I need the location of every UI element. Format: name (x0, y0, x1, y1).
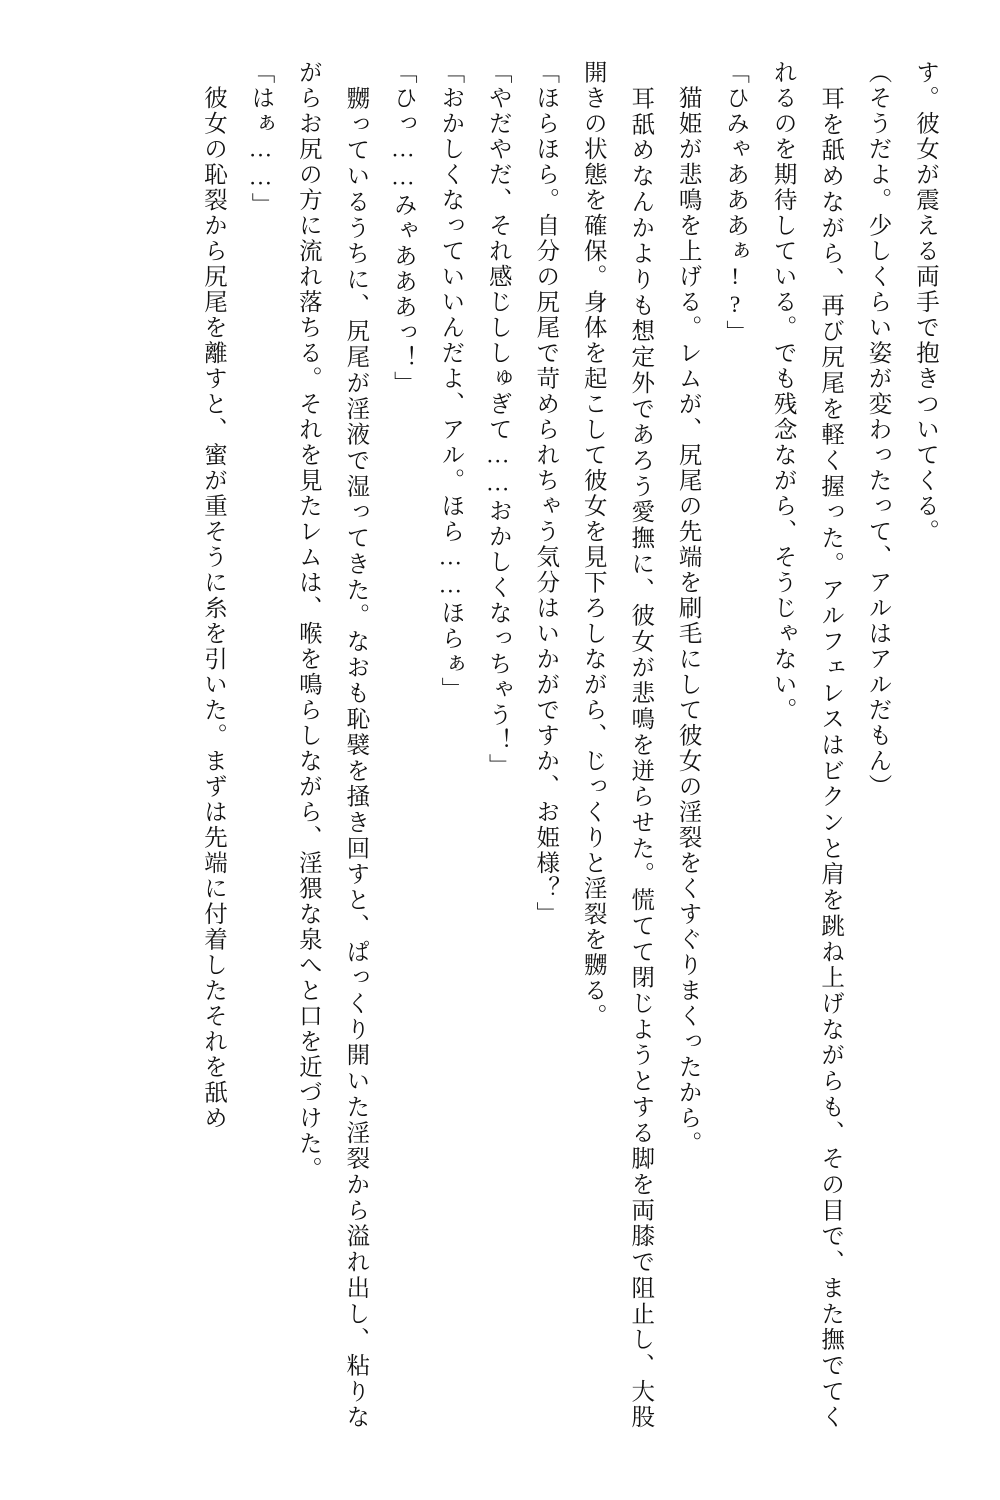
paragraph: 猫姫が悲鳴を上げる。レムが、尻尾の先端を刷毛にして彼女の淫裂をくすぐりまくったから。 (674, 60, 701, 1157)
paragraph: 「ほらほら。自分の尻尾で苛められちゃう気分はいかがですか、お姫様？」 (532, 60, 559, 927)
paragraph: す。彼女が震える両手で抱きついてくる。 (912, 60, 938, 545)
paragraph: 「やだやだ、それ感じししゅぎて……おかしくなっちゃう！」 (484, 60, 511, 779)
paragraph: 「ひみゃあああぁ!?」 (722, 60, 749, 346)
paragraph: 彼女の恥裂から尻尾を離すと、蜜が重そうに糸を引いた。まずは先端に付着したそれを舐め (199, 60, 226, 1131)
paragraph: （そうだよ。少しくらい姿が変わったって、アルはアルだもん） (864, 60, 891, 800)
paragraph: 「おかしくなっていいんだよ、アル。ほら……ほらぁ」 (437, 60, 464, 703)
paragraph: 「ひっ……みゃあああっ！」 (389, 60, 416, 397)
vertical-text-body (52, 60, 948, 1430)
paragraph: 耳舐めなんかよりも想定外であろう愛撫に、彼女が悲鳴を迸らせた。慌てて閉じようとする脚を両膝で阻止し、大股開きの状態を確保。身体を起こして彼女を見下ろしながら、じっくりと淫裂を嬲る。 (579, 60, 654, 1430)
paragraph: 「はぁ……」 (247, 60, 274, 218)
paragraph: 嬲っているうちに、尻尾が淫液で湿ってきた。なおも恥襞を掻き回すと、ぱっくり開いた淫裂から溢れ出し、粘りながらお尻の方に流れ落ちる。それを見たレムは、喉を鳴らしながら、淫猥な泉へと口を近づけた。 (294, 60, 369, 1430)
paragraph: 耳を舐めながら、再び尻尾を軽く握った。アルフェレスはビクンと肩を跳ね上げながらも、その目で、また撫でてくれるのを期待している。でも残念ながら、そうじゃない。 (769, 60, 844, 1430)
